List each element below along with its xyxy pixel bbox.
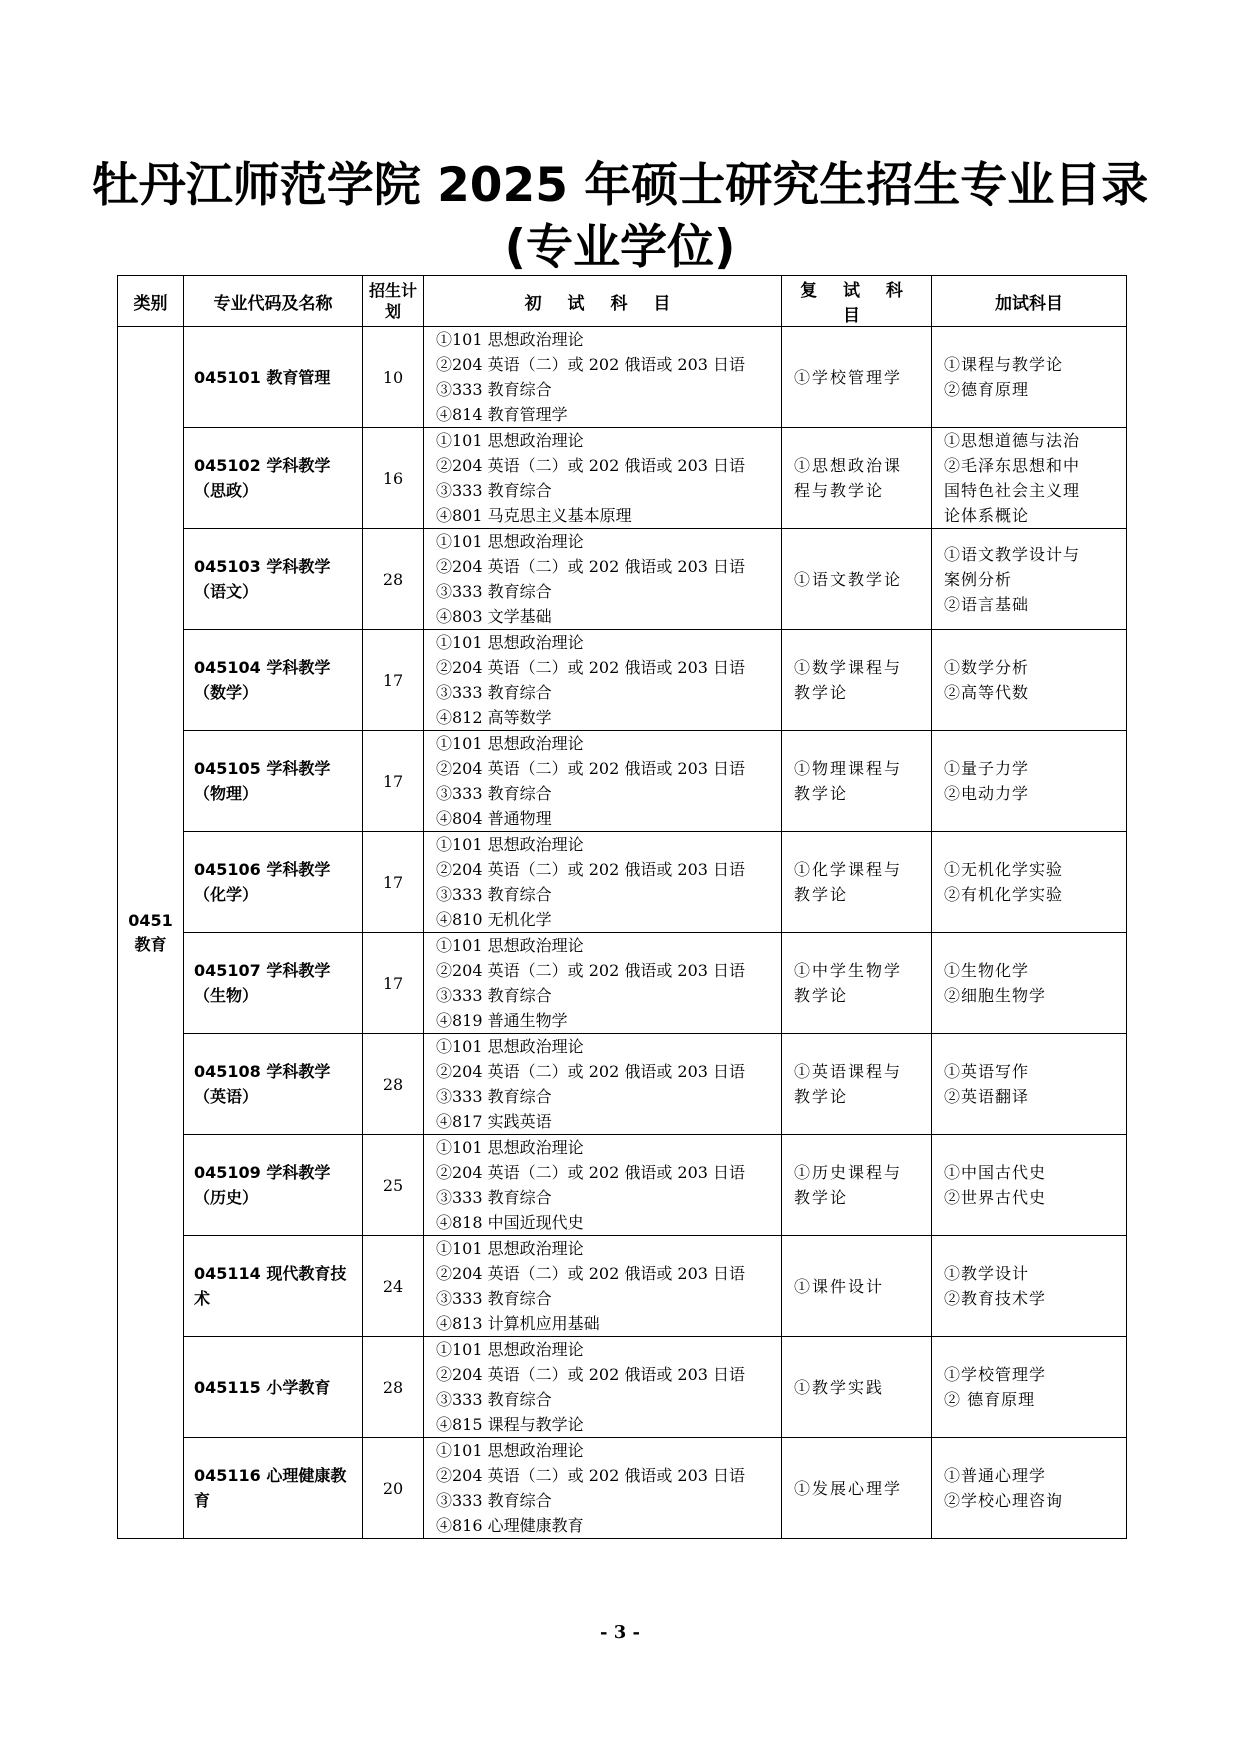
- extra-subject: ②电动力学: [944, 784, 1030, 803]
- exam-subject: ②204 英语（二）或 202 俄语或 203 日语: [436, 860, 746, 879]
- plan-cell: 28: [363, 529, 424, 630]
- plan-cell: 10: [363, 327, 424, 428]
- major-cell: [184, 1135, 363, 1236]
- major-name: 术: [194, 1289, 211, 1308]
- table-row: [118, 529, 1127, 630]
- exam-subject: ②204 英语（二）或 202 俄语或 203 日语: [436, 658, 746, 677]
- retest-subject: ①发展心理学: [794, 1478, 903, 1498]
- exam-subject: ①101 思想政治理论: [436, 1138, 584, 1157]
- major-name: （物理）: [194, 784, 259, 803]
- exam-subject: ①101 思想政治理论: [436, 734, 584, 753]
- extra-subject: ②世界古代史: [944, 1188, 1047, 1207]
- exam-subject: ①101 思想政治理论: [436, 936, 584, 955]
- retest-subject: ①思想政治课: [794, 456, 903, 475]
- extra-subject: 国特色社会主义理: [944, 481, 1081, 500]
- exam-subject: ③333 教育综合: [436, 986, 552, 1005]
- major-name: 育: [194, 1491, 211, 1510]
- major-cell: [184, 529, 363, 630]
- major-cell: [184, 933, 363, 1034]
- exam-subject: ②204 英语（二）或 202 俄语或 203 日语: [436, 1062, 746, 1081]
- retest-subjects-cell: [782, 933, 932, 1034]
- extra-subject: ②细胞生物学: [944, 986, 1047, 1005]
- major-name: 045115 小学教育: [194, 1377, 331, 1397]
- retest-subject: ①课件设计: [794, 1276, 885, 1296]
- extra-subject: ①课程与教学论: [944, 355, 1064, 374]
- exam-subject: ③333 教育综合: [436, 1390, 552, 1409]
- extra-subject: ②有机化学实验: [944, 885, 1064, 904]
- extra-subject: ①学校管理学: [944, 1365, 1047, 1384]
- extra-subjects-cell: [932, 1034, 1127, 1135]
- retest-subject: ①中学生物学: [794, 961, 903, 980]
- table-row: [118, 327, 1127, 428]
- retest-subjects-cell: [782, 1337, 932, 1438]
- exam-subject: ②204 英语（二）或 202 俄语或 203 日语: [436, 557, 746, 576]
- retest-subject: ①化学课程与: [794, 860, 903, 879]
- extra-subject: ①教学设计: [944, 1264, 1030, 1283]
- plan-cell: 20: [363, 1438, 424, 1539]
- major-name: 045116 心理健康教: [194, 1466, 347, 1485]
- plan-cell: 17: [363, 933, 424, 1034]
- retest-subjects-cell: [782, 731, 932, 832]
- exam-subjects-cell: [424, 630, 782, 731]
- major-name: 045107 学科教学: [194, 961, 331, 980]
- exam-subjects-cell: [424, 832, 782, 933]
- retest-subjects-cell: [782, 1135, 932, 1236]
- exam-subjects-cell: [424, 1337, 782, 1438]
- plan-cell: 17: [363, 832, 424, 933]
- exam-subject: ①101 思想政治理论: [436, 1239, 584, 1258]
- plan-cell: 25: [363, 1135, 424, 1236]
- plan-cell: 28: [363, 1337, 424, 1438]
- major-name: （生物）: [194, 986, 259, 1005]
- exam-subject: ②204 英语（二）或 202 俄语或 203 日语: [436, 1163, 746, 1182]
- exam-subject: ③333 教育综合: [436, 1491, 552, 1510]
- retest-subject: 程与教学论: [794, 481, 885, 500]
- exam-subject: ④819 普通生物学: [436, 1011, 568, 1030]
- retest-subjects-cell: [782, 1236, 932, 1337]
- table-row: [118, 1438, 1127, 1539]
- major-name: 045102 学科教学: [194, 456, 331, 475]
- exam-subject: ②204 英语（二）或 202 俄语或 203 日语: [436, 1365, 746, 1384]
- category-name: 教育: [134, 934, 167, 954]
- major-name: 045103 学科教学: [194, 557, 331, 576]
- table-row: [118, 832, 1127, 933]
- major-cell: [184, 1236, 363, 1337]
- major-name: 045108 学科教学: [194, 1062, 331, 1081]
- extra-subject: 论体系概论: [944, 506, 1030, 525]
- header-extra: 加试科目: [932, 276, 1127, 327]
- extra-subject: ①无机化学实验: [944, 860, 1064, 879]
- major-name: （历史）: [194, 1188, 259, 1207]
- exam-subjects-cell: [424, 731, 782, 832]
- exam-subjects-cell: [424, 327, 782, 428]
- major-name: 045104 学科教学: [194, 658, 331, 677]
- major-name: （英语）: [194, 1087, 259, 1106]
- major-cell: [184, 428, 363, 529]
- retest-subject: ①物理课程与: [794, 759, 903, 778]
- table-header-row: [118, 276, 1127, 327]
- extra-subjects-cell: [932, 529, 1127, 630]
- retest-subjects-cell: [782, 1034, 932, 1135]
- retest-subjects-cell: [782, 529, 932, 630]
- table-row: [118, 428, 1127, 529]
- retest-subject: ①学校管理学: [794, 367, 903, 387]
- extra-subject: ②高等代数: [944, 683, 1030, 702]
- category-cell: [118, 327, 184, 1539]
- exam-subject: ③333 教育综合: [436, 1289, 552, 1308]
- exam-subjects-cell: [424, 933, 782, 1034]
- extra-subject: ②教育技术学: [944, 1289, 1047, 1308]
- exam-subject: ②204 英语（二）或 202 俄语或 203 日语: [436, 961, 746, 980]
- extra-subjects-cell: [932, 1337, 1127, 1438]
- major-cell: [184, 630, 363, 731]
- retest-subjects-cell: [782, 832, 932, 933]
- extra-subject: ② 德育原理: [944, 1390, 1036, 1409]
- exam-subject: ②204 英语（二）或 202 俄语或 203 日语: [436, 759, 746, 778]
- exam-subject: ③333 教育综合: [436, 380, 552, 399]
- exam-subject: ④801 马克思主义基本原理: [436, 506, 632, 525]
- extra-subject: ②学校心理咨询: [944, 1491, 1064, 1510]
- major-name: （数学）: [194, 683, 259, 702]
- exam-subject: ④813 计算机应用基础: [436, 1314, 600, 1333]
- extra-subjects-cell: [932, 933, 1127, 1034]
- extra-subjects-cell: [932, 832, 1127, 933]
- extra-subject: ①英语写作: [944, 1062, 1030, 1081]
- extra-subjects-cell: [932, 1236, 1127, 1337]
- exam-subject: ④817 实践英语: [436, 1112, 552, 1131]
- table-row: [118, 1034, 1127, 1135]
- exam-subject: ①101 思想政治理论: [436, 330, 584, 349]
- table-row: [118, 1236, 1127, 1337]
- major-name: （化学）: [194, 885, 259, 904]
- exam-subjects-cell: [424, 529, 782, 630]
- page-number: - 3 -: [600, 1622, 640, 1643]
- retest-subject: ①数学课程与: [794, 658, 903, 677]
- retest-subjects-cell: [782, 327, 932, 428]
- major-cell: [184, 1438, 363, 1539]
- exam-subjects-cell: [424, 428, 782, 529]
- plan-cell: 17: [363, 630, 424, 731]
- extra-subject: ①生物化学: [944, 961, 1030, 980]
- category-code: 0451: [128, 910, 173, 930]
- major-cell: [184, 832, 363, 933]
- header-exam: 初 试 科 目: [424, 276, 782, 327]
- major-cell: [184, 1034, 363, 1135]
- header-category: 类别: [118, 276, 184, 327]
- major-cell: [184, 1337, 363, 1438]
- exam-subjects-cell: [424, 1034, 782, 1135]
- major-cell: [184, 327, 363, 428]
- exam-subject: ①101 思想政治理论: [436, 835, 584, 854]
- page-subtitle: (专业学位): [504, 220, 736, 275]
- retest-subject: 教学论: [794, 1087, 849, 1106]
- exam-subjects-cell: [424, 1135, 782, 1236]
- retest-subject: 教学论: [794, 784, 849, 803]
- extra-subject: ②德育原理: [944, 380, 1030, 399]
- retest-subjects-cell: [782, 630, 932, 731]
- table-row: [118, 1135, 1127, 1236]
- extra-subject: ①思想道德与法治: [944, 431, 1081, 450]
- extra-subjects-cell: [932, 1438, 1127, 1539]
- major-name: （语文）: [194, 582, 259, 601]
- exam-subject: ②204 英语（二）或 202 俄语或 203 日语: [436, 1466, 746, 1485]
- exam-subject: ④810 无机化学: [436, 910, 552, 929]
- exam-subject: ②204 英语（二）或 202 俄语或 203 日语: [436, 355, 746, 374]
- exam-subject: ③333 教育综合: [436, 784, 552, 803]
- exam-subject: ①101 思想政治理论: [436, 633, 584, 652]
- exam-subject: ④803 文学基础: [436, 607, 552, 626]
- extra-subjects-cell: [932, 630, 1127, 731]
- exam-subject: ①101 思想政治理论: [436, 431, 584, 450]
- major-name: 045101 教育管理: [194, 367, 331, 387]
- exam-subject: ②204 英语（二）或 202 俄语或 203 日语: [436, 1264, 746, 1283]
- retest-subjects-cell: [782, 428, 932, 529]
- exam-subject: ③333 教育综合: [436, 481, 552, 500]
- exam-subject: ④814 教育管理学: [436, 405, 568, 424]
- retest-subject: 教学论: [794, 683, 849, 702]
- table-row: [118, 1337, 1127, 1438]
- exam-subject: ②204 英语（二）或 202 俄语或 203 日语: [436, 456, 746, 475]
- exam-subject: ④816 心理健康教育: [436, 1516, 584, 1535]
- retest-subjects-cell: [782, 1438, 932, 1539]
- exam-subject: ③333 教育综合: [436, 1087, 552, 1106]
- plan-cell: 17: [363, 731, 424, 832]
- header-plan: 招生计划: [363, 276, 424, 327]
- extra-subject: ①语文教学设计与: [944, 544, 1081, 564]
- major-name: （思政）: [194, 481, 259, 500]
- extra-subjects-cell: [932, 731, 1127, 832]
- exam-subject: ③333 教育综合: [436, 683, 552, 702]
- extra-subjects-cell: [932, 428, 1127, 529]
- plan-cell: 16: [363, 428, 424, 529]
- retest-subject: 教学论: [794, 885, 849, 904]
- extra-subject: ①数学分析: [944, 658, 1030, 677]
- extra-subject: ②语言基础: [944, 594, 1030, 614]
- plan-cell: 24: [363, 1236, 424, 1337]
- exam-subject: ③333 教育综合: [436, 885, 552, 904]
- extra-subjects-cell: [932, 327, 1127, 428]
- header-retest: 复 试 科 目: [782, 276, 932, 327]
- major-name: 045106 学科教学: [194, 860, 331, 879]
- extra-subject: ①普通心理学: [944, 1466, 1047, 1485]
- extra-subject: 案例分析: [944, 569, 1013, 589]
- exam-subject: ①101 思想政治理论: [436, 1441, 584, 1460]
- extra-subjects-cell: [932, 1135, 1127, 1236]
- exam-subject: ④818 中国近现代史: [436, 1213, 584, 1232]
- header-major: 专业代码及名称: [184, 276, 363, 327]
- exam-subject: ③333 教育综合: [436, 1188, 552, 1207]
- retest-subject: ①教学实践: [794, 1377, 885, 1397]
- extra-subject: ①中国古代史: [944, 1163, 1047, 1182]
- major-name: 045114 现代教育技: [194, 1264, 347, 1283]
- exam-subject: ④815 课程与教学论: [436, 1415, 584, 1434]
- table-row: [118, 933, 1127, 1034]
- exam-subjects-cell: [424, 1438, 782, 1539]
- table-row: [118, 731, 1127, 832]
- exam-subject: ④812 高等数学: [436, 708, 552, 727]
- exam-subject: ③333 教育综合: [436, 582, 552, 601]
- exam-subject: ④804 普通物理: [436, 809, 552, 828]
- extra-subject: ②英语翻译: [944, 1087, 1030, 1106]
- extra-subject: ①量子力学: [944, 759, 1030, 778]
- exam-subject: ①101 思想政治理论: [436, 1340, 584, 1359]
- page-title: 牡丹江师范学院 2025 年硕士研究生招生专业目录: [91, 158, 1149, 213]
- retest-subject: ①英语课程与: [794, 1062, 903, 1081]
- retest-subject: 教学论: [794, 1188, 849, 1207]
- plan-cell: 28: [363, 1034, 424, 1135]
- major-name: 045105 学科教学: [194, 759, 331, 778]
- retest-subject: ①语文教学论: [794, 569, 903, 589]
- table-row: [118, 630, 1127, 731]
- exam-subjects-cell: [424, 1236, 782, 1337]
- exam-subject: ①101 思想政治理论: [436, 1037, 584, 1056]
- retest-subject: 教学论: [794, 986, 849, 1005]
- catalog-table: [117, 275, 1127, 1539]
- extra-subject: ②毛泽东思想和中: [944, 456, 1081, 475]
- major-cell: [184, 731, 363, 832]
- retest-subject: ①历史课程与: [794, 1163, 903, 1182]
- exam-subject: ①101 思想政治理论: [436, 532, 584, 551]
- major-name: 045109 学科教学: [194, 1163, 331, 1182]
